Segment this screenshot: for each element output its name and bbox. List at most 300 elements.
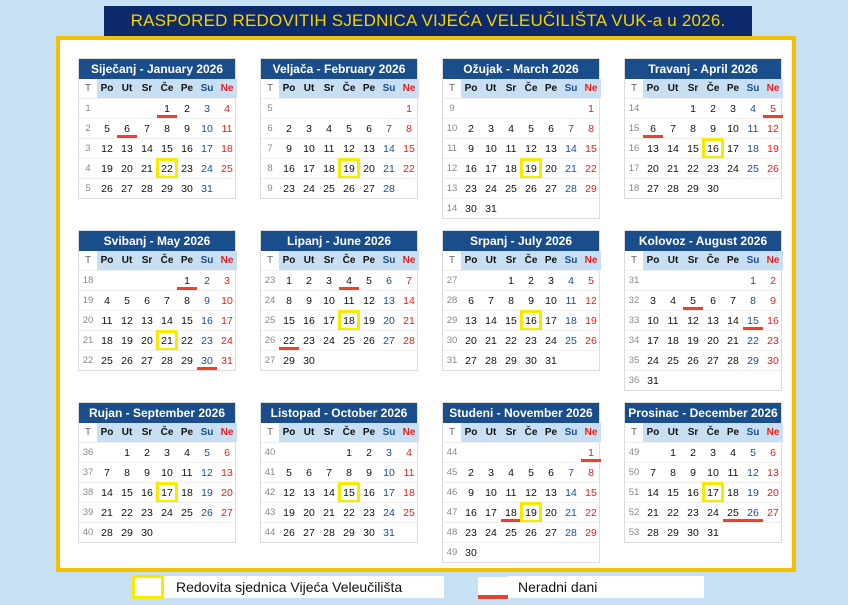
- day-cell: 23: [461, 522, 481, 542]
- weekday-header: Ut: [117, 79, 137, 98]
- day-cell: 25: [217, 158, 237, 178]
- weekday-header: Ut: [481, 423, 501, 442]
- day-cell: 12: [97, 138, 117, 158]
- week-number: 10: [443, 118, 461, 138]
- day-cell: 11: [723, 462, 743, 482]
- weekday-header: Ut: [663, 423, 683, 442]
- day-cell: 13: [703, 310, 723, 330]
- empty-cell: [481, 98, 501, 118]
- month-calendar: [260, 402, 418, 543]
- day-cell: 3: [481, 118, 501, 138]
- day-cell: 23: [461, 178, 481, 198]
- day-cell: 23: [683, 502, 703, 522]
- empty-cell: [157, 270, 177, 290]
- empty-cell: [339, 98, 359, 118]
- week-number: 32: [625, 290, 643, 310]
- day-cell: 28: [481, 350, 501, 370]
- holiday-day: 6: [643, 118, 663, 138]
- day-cell: 30: [683, 522, 703, 542]
- day-cell: 14: [663, 138, 683, 158]
- weekday-header: Če: [521, 423, 541, 442]
- week-number: 38: [79, 482, 97, 502]
- meeting-day: 21: [157, 330, 177, 350]
- month-grid: [625, 423, 781, 542]
- day-cell: 30: [299, 350, 319, 370]
- day-cell: 8: [177, 290, 197, 310]
- weekday-header: Po: [461, 423, 481, 442]
- empty-cell: [217, 178, 237, 198]
- week-number: 31: [443, 350, 461, 370]
- weekday-header: Če: [157, 79, 177, 98]
- weekday-header: T: [625, 251, 643, 270]
- day-cell: 25: [663, 350, 683, 370]
- day-cell: 25: [319, 178, 339, 198]
- weekday-header: Po: [643, 423, 663, 442]
- day-cell: 16: [279, 158, 299, 178]
- weekday-header: Po: [97, 251, 117, 270]
- day-cell: 26: [279, 522, 299, 542]
- holiday-day: 1: [157, 98, 177, 118]
- day-cell: 2: [683, 442, 703, 462]
- day-cell: 16: [461, 502, 481, 522]
- weekday-header: Ne: [763, 251, 783, 270]
- day-cell: 21: [379, 158, 399, 178]
- day-cell: 5: [359, 270, 379, 290]
- weekday-header: Po: [461, 251, 481, 270]
- day-cell: 21: [723, 330, 743, 350]
- day-cell: 29: [157, 178, 177, 198]
- day-cell: 19: [581, 310, 601, 330]
- empty-cell: [319, 98, 339, 118]
- weekday-header: Če: [157, 423, 177, 442]
- weekday-header: Ne: [581, 423, 601, 442]
- day-cell: 4: [501, 118, 521, 138]
- weekday-header: Če: [703, 423, 723, 442]
- week-number: 11: [443, 138, 461, 158]
- month-grid: [443, 423, 599, 562]
- day-cell: 13: [763, 462, 783, 482]
- day-cell: 8: [399, 118, 419, 138]
- month-title: Studeni - November 2026: [443, 403, 599, 423]
- day-cell: 20: [643, 158, 663, 178]
- empty-cell: [117, 98, 137, 118]
- day-cell: 25: [97, 350, 117, 370]
- week-number: 19: [79, 290, 97, 310]
- day-cell: 31: [703, 522, 723, 542]
- month-title: Prosinac - December 2026: [625, 403, 781, 423]
- week-number: 26: [261, 330, 279, 350]
- day-cell: 31: [481, 198, 501, 218]
- weekday-header: Pe: [177, 251, 197, 270]
- day-cell: 10: [197, 118, 217, 138]
- empty-cell: [561, 198, 581, 218]
- week-number: 27: [443, 270, 461, 290]
- weekday-header: Sr: [319, 251, 339, 270]
- day-cell: 11: [217, 118, 237, 138]
- day-cell: 11: [177, 462, 197, 482]
- day-cell: 5: [339, 118, 359, 138]
- day-cell: 5: [581, 270, 601, 290]
- weekday-header: Pe: [541, 251, 561, 270]
- day-cell: 3: [299, 118, 319, 138]
- day-cell: 22: [339, 502, 359, 522]
- week-number: 49: [443, 542, 461, 562]
- week-number: 44: [261, 522, 279, 542]
- day-cell: 23: [279, 178, 299, 198]
- day-cell: 20: [461, 330, 481, 350]
- day-cell: 10: [541, 290, 561, 310]
- day-cell: 10: [703, 462, 723, 482]
- month-calendar: [442, 230, 600, 371]
- empty-cell: [541, 98, 561, 118]
- weekday-header: Su: [197, 251, 217, 270]
- day-cell: 22: [399, 158, 419, 178]
- day-cell: 2: [197, 270, 217, 290]
- day-cell: 15: [157, 138, 177, 158]
- weekday-header: Če: [157, 251, 177, 270]
- month-title: Svibanj - May 2026: [79, 231, 235, 251]
- meeting-day: 18: [339, 310, 359, 330]
- day-cell: 10: [379, 462, 399, 482]
- weekday-header: Pe: [723, 79, 743, 98]
- day-cell: 26: [763, 158, 783, 178]
- day-cell: 24: [197, 158, 217, 178]
- week-number: 46: [443, 482, 461, 502]
- day-cell: 25: [339, 330, 359, 350]
- weekday-header: Sr: [319, 423, 339, 442]
- weekday-header: Pe: [723, 251, 743, 270]
- day-cell: 1: [279, 270, 299, 290]
- day-cell: 1: [117, 442, 137, 462]
- day-cell: 8: [501, 290, 521, 310]
- empty-cell: [561, 350, 581, 370]
- week-number: 12: [443, 158, 461, 178]
- weekday-header: Su: [379, 251, 399, 270]
- weekday-header: Ne: [399, 423, 419, 442]
- day-cell: 17: [723, 138, 743, 158]
- empty-cell: [501, 98, 521, 118]
- day-cell: 22: [683, 158, 703, 178]
- empty-cell: [683, 370, 703, 390]
- day-cell: 3: [379, 442, 399, 462]
- day-cell: 21: [643, 502, 663, 522]
- day-cell: 7: [643, 462, 663, 482]
- day-cell: 8: [581, 118, 601, 138]
- weekday-header: Sr: [501, 423, 521, 442]
- week-number: 24: [261, 290, 279, 310]
- weekday-header: Su: [743, 251, 763, 270]
- day-cell: 24: [157, 502, 177, 522]
- day-cell: 3: [723, 98, 743, 118]
- month-title: Siječanj - January 2026: [79, 59, 235, 79]
- day-cell: 13: [299, 482, 319, 502]
- weekday-header: Sr: [683, 79, 703, 98]
- day-cell: 12: [339, 138, 359, 158]
- empty-cell: [541, 442, 561, 462]
- day-cell: 5: [197, 442, 217, 462]
- day-cell: 17: [541, 310, 561, 330]
- empty-cell: [723, 270, 743, 290]
- week-number: 44: [443, 442, 461, 462]
- day-cell: 11: [319, 138, 339, 158]
- week-number: 18: [625, 178, 643, 198]
- meeting-day: 19: [521, 158, 541, 178]
- day-cell: 30: [461, 198, 481, 218]
- empty-cell: [703, 370, 723, 390]
- day-cell: 11: [399, 462, 419, 482]
- day-cell: 26: [359, 330, 379, 350]
- week-number: 21: [79, 330, 97, 350]
- day-cell: 18: [97, 330, 117, 350]
- day-cell: 18: [217, 138, 237, 158]
- weekday-header: Pe: [723, 423, 743, 442]
- day-cell: 6: [703, 290, 723, 310]
- weekday-header: Ne: [217, 423, 237, 442]
- day-cell: 6: [541, 462, 561, 482]
- empty-cell: [561, 542, 581, 562]
- day-cell: 18: [319, 158, 339, 178]
- month-title: Veljača - February 2026: [261, 59, 417, 79]
- day-cell: 7: [723, 290, 743, 310]
- day-cell: 14: [379, 138, 399, 158]
- day-cell: 25: [399, 502, 419, 522]
- day-cell: 4: [663, 290, 683, 310]
- week-number: 1: [79, 98, 97, 118]
- holiday-day: 1: [581, 442, 601, 462]
- day-cell: 27: [217, 502, 237, 522]
- day-cell: 21: [319, 502, 339, 522]
- weekday-header: Sr: [137, 79, 157, 98]
- empty-cell: [643, 98, 663, 118]
- weekday-header: Pe: [177, 79, 197, 98]
- day-cell: 9: [703, 118, 723, 138]
- weekday-header: T: [261, 423, 279, 442]
- day-cell: 28: [723, 350, 743, 370]
- day-cell: 26: [521, 178, 541, 198]
- holiday-legend-swatch: [478, 577, 508, 599]
- empty-cell: [339, 350, 359, 370]
- page-title: RASPORED REDOVITIH SJEDNICA VIJEĆA VELEUČILIŠTA VUK-a u 2026.: [104, 6, 752, 36]
- holiday-day: 4: [339, 270, 359, 290]
- empty-cell: [703, 270, 723, 290]
- day-cell: 9: [461, 138, 481, 158]
- week-number: 36: [625, 370, 643, 390]
- empty-cell: [279, 442, 299, 462]
- day-cell: 3: [319, 270, 339, 290]
- day-cell: 26: [581, 330, 601, 350]
- meeting-day: 17: [157, 482, 177, 502]
- week-number: 34: [625, 330, 643, 350]
- holiday-day: 5: [683, 290, 703, 310]
- day-cell: 5: [521, 118, 541, 138]
- day-cell: 4: [561, 270, 581, 290]
- day-cell: 26: [97, 178, 117, 198]
- day-cell: 28: [643, 522, 663, 542]
- day-cell: 13: [217, 462, 237, 482]
- month-grid: [79, 79, 235, 198]
- day-cell: 28: [399, 330, 419, 350]
- day-cell: 16: [197, 310, 217, 330]
- day-cell: 4: [217, 98, 237, 118]
- day-cell: 7: [561, 462, 581, 482]
- day-cell: 19: [97, 158, 117, 178]
- day-cell: 20: [217, 482, 237, 502]
- day-cell: 25: [501, 178, 521, 198]
- day-cell: 13: [137, 310, 157, 330]
- day-cell: 25: [501, 522, 521, 542]
- week-number: 14: [443, 198, 461, 218]
- empty-cell: [379, 98, 399, 118]
- day-cell: 22: [581, 158, 601, 178]
- day-cell: 1: [399, 98, 419, 118]
- weekday-header: Sr: [683, 251, 703, 270]
- day-cell: 24: [703, 502, 723, 522]
- day-cell: 18: [501, 158, 521, 178]
- empty-cell: [663, 98, 683, 118]
- day-cell: 25: [561, 330, 581, 350]
- day-cell: 1: [581, 98, 601, 118]
- day-cell: 30: [703, 178, 723, 198]
- day-cell: 18: [177, 482, 197, 502]
- month-title: Travanj - April 2026: [625, 59, 781, 79]
- day-cell: 1: [501, 270, 521, 290]
- week-number: 5: [79, 178, 97, 198]
- day-cell: 29: [663, 522, 683, 542]
- month-title: Srpanj - July 2026: [443, 231, 599, 251]
- week-number: 50: [625, 462, 643, 482]
- day-cell: 6: [461, 290, 481, 310]
- week-number: 5: [261, 98, 279, 118]
- day-cell: 18: [561, 310, 581, 330]
- day-cell: 1: [743, 270, 763, 290]
- weekday-header: Ut: [117, 251, 137, 270]
- week-number: 6: [261, 118, 279, 138]
- day-cell: 30: [137, 522, 157, 542]
- day-cell: 19: [683, 330, 703, 350]
- empty-cell: [743, 370, 763, 390]
- day-cell: 7: [157, 290, 177, 310]
- day-cell: 24: [481, 522, 501, 542]
- weekday-header: Ut: [299, 423, 319, 442]
- empty-cell: [399, 522, 419, 542]
- week-number: 33: [625, 310, 643, 330]
- day-cell: 7: [481, 290, 501, 310]
- month-calendar: [260, 58, 418, 199]
- day-cell: 22: [743, 330, 763, 350]
- empty-cell: [177, 522, 197, 542]
- empty-cell: [299, 98, 319, 118]
- day-cell: 14: [643, 482, 663, 502]
- month-calendar: [442, 58, 600, 219]
- day-cell: 18: [723, 482, 743, 502]
- holiday-day: 22: [279, 330, 299, 350]
- week-number: 53: [625, 522, 643, 542]
- empty-cell: [521, 542, 541, 562]
- day-cell: 14: [723, 310, 743, 330]
- day-cell: 3: [157, 442, 177, 462]
- day-cell: 26: [683, 350, 703, 370]
- day-cell: 10: [157, 462, 177, 482]
- day-cell: 2: [763, 270, 783, 290]
- day-cell: 30: [763, 350, 783, 370]
- day-cell: 22: [663, 502, 683, 522]
- day-cell: 12: [279, 482, 299, 502]
- weekday-header: Ne: [763, 79, 783, 98]
- day-cell: 3: [643, 290, 663, 310]
- day-cell: 25: [743, 158, 763, 178]
- day-cell: 7: [561, 118, 581, 138]
- day-cell: 29: [581, 522, 601, 542]
- day-cell: 27: [299, 522, 319, 542]
- day-cell: 1: [683, 98, 703, 118]
- day-cell: 19: [743, 482, 763, 502]
- day-cell: 3: [217, 270, 237, 290]
- month-grid: [261, 423, 417, 542]
- weekday-header: Po: [279, 423, 299, 442]
- weekday-header: Ne: [581, 79, 601, 98]
- day-cell: 23: [359, 502, 379, 522]
- day-cell: 16: [177, 138, 197, 158]
- day-cell: 4: [399, 442, 419, 462]
- day-cell: 13: [541, 482, 561, 502]
- day-cell: 13: [643, 138, 663, 158]
- empty-cell: [399, 178, 419, 198]
- month-calendar: [624, 402, 782, 543]
- day-cell: 26: [117, 350, 137, 370]
- day-cell: 8: [279, 290, 299, 310]
- day-cell: 2: [177, 98, 197, 118]
- day-cell: 31: [379, 522, 399, 542]
- week-number: 25: [261, 310, 279, 330]
- day-cell: 28: [157, 350, 177, 370]
- weekday-header: Ut: [481, 251, 501, 270]
- day-cell: 21: [663, 158, 683, 178]
- day-cell: 9: [359, 462, 379, 482]
- day-cell: 27: [137, 350, 157, 370]
- weekday-header: Su: [379, 423, 399, 442]
- day-cell: 29: [177, 350, 197, 370]
- empty-cell: [481, 270, 501, 290]
- weekday-header: Če: [339, 79, 359, 98]
- holiday-legend-label: Neradni dani: [508, 576, 704, 598]
- weekday-header: Su: [379, 79, 399, 98]
- week-number: 48: [443, 522, 461, 542]
- day-cell: 9: [521, 290, 541, 310]
- weekday-header: Su: [197, 423, 217, 442]
- day-cell: 9: [137, 462, 157, 482]
- day-cell: 11: [339, 290, 359, 310]
- week-number: 4: [79, 158, 97, 178]
- month-grid: [625, 79, 781, 198]
- day-cell: 14: [399, 290, 419, 310]
- week-number: 7: [261, 138, 279, 158]
- day-cell: 23: [299, 330, 319, 350]
- day-cell: 20: [703, 330, 723, 350]
- weekday-header: Sr: [137, 423, 157, 442]
- empty-cell: [521, 198, 541, 218]
- day-cell: 9: [177, 118, 197, 138]
- week-number: 14: [625, 98, 643, 118]
- day-cell: 3: [703, 442, 723, 462]
- month-calendar: [442, 402, 600, 563]
- day-cell: 12: [581, 290, 601, 310]
- weekday-header: Pe: [359, 79, 379, 98]
- day-cell: 11: [743, 118, 763, 138]
- empty-cell: [743, 522, 763, 542]
- week-number: 42: [261, 482, 279, 502]
- day-cell: 3: [197, 98, 217, 118]
- day-cell: 19: [359, 310, 379, 330]
